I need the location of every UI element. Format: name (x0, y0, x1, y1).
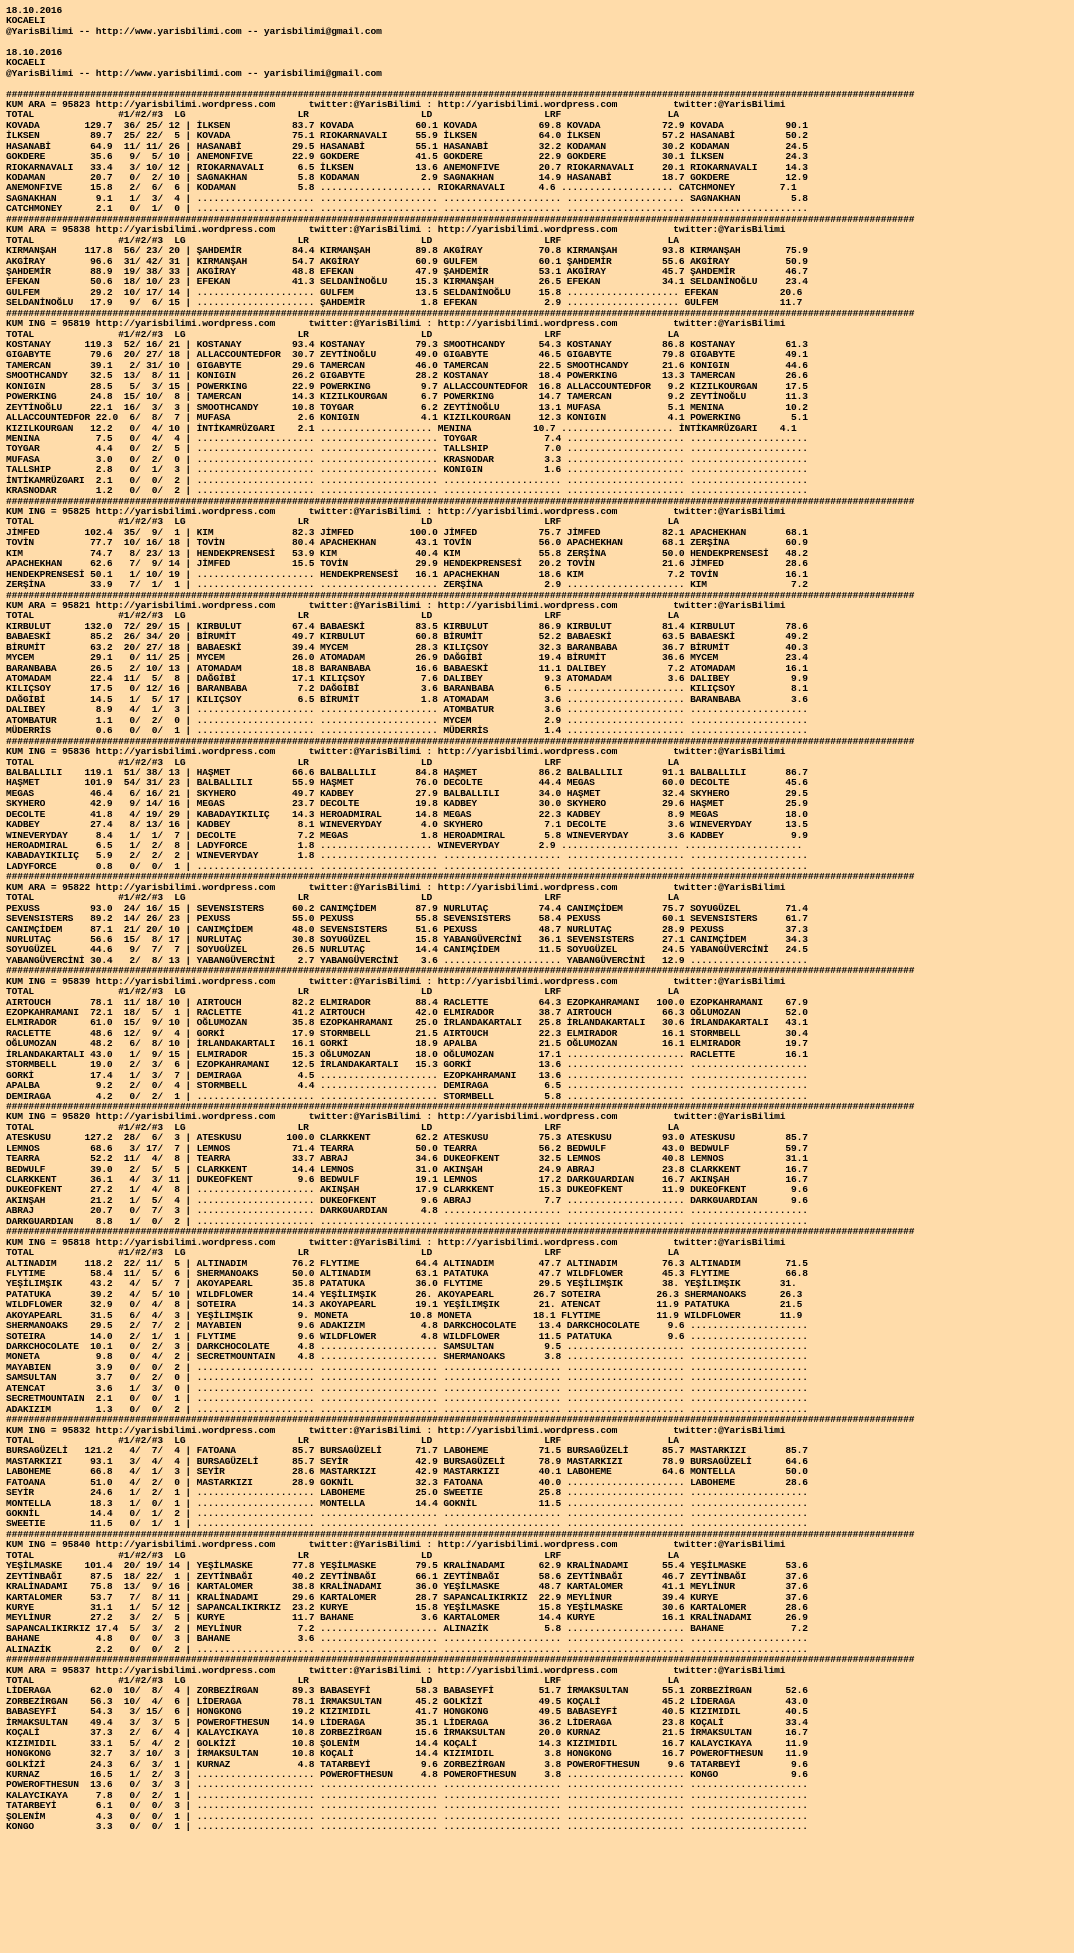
section-divider: ################################################################################################################################################################## (6, 1654, 915, 1666)
table-row: ANEMONFIVE 15.8 2/ 6/ 6 | KODAMAN 5.8 .................... RIOKARNAVALI 4.6 .................... CATCHMONEY 7.1 (6, 182, 797, 194)
table-row: SMOOTHCANDY 32.5 13/ 8/ 11 | KONIGIN 26.2 GIGABYTE 28.2 KOSTANAY 18.4 POWERKING 13.3 TAMERCAN 26.6 (6, 370, 808, 382)
table-row: FATOANA 51.0 4/ 2/ 0 | MASTARKIZI 28.9 GOKNİL 32.3 FATOANA 40.0 ..................... LABOHEME 28.6 (6, 1476, 808, 1488)
text-line: @YarisBilimi -- http://www.yarisbilimi.com -- yarisbilimi@gmail.com (6, 67, 382, 79)
table-row: ATENCAT 3.6 1/ 3/ 0 | ..................... ..................... ..................... ..................... ..................... (6, 1382, 808, 1394)
table-row: ŞAHDEMİR 88.9 19/ 38/ 33 | AKGİRAY 48.8 EFEKAN 47.9 ŞAHDEMİR 53.1 AKGİRAY 45.7 ŞAHDEMİR 46.7 (6, 265, 808, 277)
column-header: TOTAL #1/#2/#3 LG LR LD LRF LA (6, 1675, 679, 1686)
table-row: STORMBELL 19.0 2/ 3/ 6 | EZOPKAHRAMANI 12.5 İRLANDAKARTALI 15.3 GORKİ 13.6 ..................... ..................... (6, 1059, 808, 1071)
table-row: HAŞMET 101.9 54/ 31/ 23 | BALBALLILI 55.9 HAŞMET 76.0 DECOLTE 44.4 MEGAS 60.0 DECOLTE 45.6 (6, 777, 808, 789)
table-row: ŞOLENİM 4.3 0/ 0/ 1 | ..................... ..................... ..................... ..................... ..................... (6, 1810, 808, 1822)
table-row: MONTELLA 18.3 1/ 0/ 1 | ..................... MONTELLA 14.4 GOKNİL 11.5 ..................... ..................... (6, 1497, 808, 1509)
text-line: KOCAELI (6, 15, 46, 27)
table-row: BEDWULF 39.0 2/ 5/ 5 | CLARKKENT 14.4 LEMNOS 31.0 AKINŞAH 24.9 ABRAJ 23.8 CLARKKENT 16.7 (6, 1163, 808, 1175)
table-row: KIRBULUT 132.0 72/ 29/ 15 | KIRBULUT 67.4 BABAESKİ 83.5 KIRBULUT 86.9 KIRBULUT 81.4 KIRBULUT 78.6 (6, 620, 808, 632)
table-row: KIM 74.7 8/ 23/ 13 | HENDEKPRENSESİ 53.9 KIM 40.4 KIM 55.8 ZERŞİNA 50.0 HENDEKPRENSESİ 48.2 (6, 547, 808, 559)
section-divider: ################################################################################################################################################################## (6, 1414, 915, 1426)
table-row: YABANGÜVERCİNİ 30.4 2/ 8/ 13 | YABANGÜVERCİNİ 2.7 YABANGÜVERCİNİ 3.6 ..................... YABANGÜVERCİNİ 12.9 ..................... (6, 954, 808, 966)
table-row: KRASNODAR 1.2 0/ 0/ 2 | ..................... ..................... ..................... ..................... ..................... (6, 485, 808, 497)
race-header: KUM ING = 95818 http://yarisbilimi.wordpress.com twitter:@YarisBilimi : http://yarisbilimi.wordpress.com twitter:@YarisBilimi (6, 1236, 786, 1248)
section-divider: ################################################################################################################################################################## (6, 1100, 915, 1112)
table-row: KOVADA 129.7 36/ 25/ 12 | İLKSEN 83.7 KOVADA 60.1 KOVADA 69.8 KOVADA 72.9 KOVADA 90.1 (6, 119, 808, 131)
table-row: DARKGUARDIAN 8.8 1/ 0/ 2 | ..................... ..................... ..................... ..................... ..................... (6, 1215, 808, 1227)
table-row: MAYABIEN 3.9 0/ 0/ 2 | ..................... ..................... ..................... ..................... ..................... (6, 1361, 808, 1373)
table-row: SWEETIE 11.5 0/ 1/ 1 | ..................... ..................... ..................... ..................... ..................... (6, 1518, 808, 1530)
table-row: ALTINADIM 118.2 22/ 11/ 5 | ALTINADIM 76.2 FLYTIME 64.4 ALTINADIM 47.7 ALTINADIM 76.3 ALTINADIM 71.5 (6, 1257, 808, 1269)
table-row: ELMIRADOR 61.0 15/ 9/ 10 | OĞLUMOZAN 35.8 EZOPKAHRAMANI 25.0 İRLANDAKARTALI 25.8 İRLANDAKARTALI 30.6 İRLANDAKARTALI 43.1 (6, 1017, 808, 1029)
table-row: AKINŞAH 21.2 1/ 5/ 4 | ..................... DUKEOFKENT 9.6 ABRAJ 7.7 ..................... DARKGUARDIAN 9.6 (6, 1194, 808, 1206)
table-row: LABOHEME 66.8 4/ 1/ 3 | SEYİR 28.6 MASTARKIZI 42.9 MASTARKIZI 40.1 LABOHEME 64.6 MONTELLA 50.0 (6, 1466, 808, 1478)
table-row: KOÇALİ 37.3 2/ 6/ 4 | KALAYCIKAYA 10.8 ZORBEZİRGAN 15.6 İRMAKSULTAN 20.0 KURNAZ 21.5 İRMAKSULTAN 16.7 (6, 1727, 808, 1739)
table-row: POWEROFTHESUN 13.6 0/ 3/ 3 | ..................... ..................... ..................... ..................... ..................... (6, 1779, 808, 1791)
table-row: MEYLİNUR 27.2 3/ 2/ 5 | KURYE 11.7 BAHANE 3.6 KARTALOMER 14.4 KURYE 16.1 KRALİNADAMI 26.9 (6, 1612, 808, 1624)
blank-line (6, 37, 1074, 47)
column-header: TOTAL #1/#2/#3 LG LR LD LRF LA (6, 1549, 679, 1561)
table-row: PATATUKA 39.2 4/ 5/ 10 | WILDFLOWER 14.4 YEŞİLIMŞIK 26. AKOYAPEARL 26.7 SOTEIRA 26.3 SHERMANOAKS 26.3 (6, 1288, 803, 1300)
table-row: HEROADMIRAL 6.5 1/ 2/ 8 | LADYFORCE 1.8 .................... WINEVERYDAY 2.9 ..................... ..................... (6, 840, 803, 851)
table-row: KALAYCIKAYA 7.8 0/ 2/ 1 | ..................... ..................... ..................... ..................... ..................... (6, 1789, 808, 1801)
table-row: SELDANİNOĞLU 17.9 9/ 6/ 15 | ..................... ŞAHDEMİR 1.8 EFEKAN 2.9 .................... GULFEM 11.7 (6, 297, 803, 309)
table-row: GOKNİL 14.4 0/ 1/ 2 | ..................... ..................... ..................... ..................... ..................... (6, 1508, 808, 1519)
race-header: KUM ING = 95840 http://yarisbilimi.wordpress.com twitter:@YarisBilimi : http://yarisbilimi.wordpress.com twitter:@YarisBilimi (6, 1539, 786, 1551)
table-row: YEŞİLIMŞIK 43.2 4/ 5/ 7 | AKOYAPEARL 35.8 PATATUKA 36.0 FLYTIME 29.5 YEŞİLIMŞIK 38. YEŞİLIMŞIK 31. (6, 1278, 797, 1290)
table-row: SECRETMOUNTAIN 2.1 0/ 0/ 1 | ..................... ..................... ..................... ..................... ..................... (6, 1393, 808, 1405)
race-header: KUM ARA = 95837 http://yarisbilimi.wordpress.com twitter:@YarisBilimi : http://yarisbilimi.wordpress.com twitter:@YarisBilimi (6, 1664, 786, 1676)
table-row: BAHANE 4.8 0/ 0/ 3 | BAHANE 3.6 ..................... ..................... ..................... ..................... (6, 1633, 808, 1645)
table-row: EZOPKAHRAMANI 72.1 18/ 5/ 1 | RACLETTE 41.2 AIRTOUCH 42.0 ELMIRADOR 38.7 AIRTOUCH 66.3 OĞLUMOZAN 52.0 (6, 1007, 808, 1018)
table-row: CATCHMONEY 2.1 0/ 1/ 0 | ..................... ..................... ..................... ..................... ..................... (6, 203, 808, 215)
table-row: FLYTIME 58.4 11/ 5/ 6 | SHERMANOAKS 50.0 ALTINADIM 63.1 PATATUKA 47.7 WILDFLOWER 45.3 FLYTIME 66.8 (6, 1267, 808, 1279)
table-row: CANIMÇİDEM 87.1 21/ 20/ 10 | CANIMÇİDEM 48.0 SEVENSISTERS 51.6 PEXUSS 48.7 NURLUTAÇ 28.9 PEXUSS 37.3 (6, 923, 808, 935)
table-row: EFEKAN 50.6 18/ 10/ 23 | EFEKAN 41.3 SELDANİNOĞLU 15.3 KIRMANŞAH 26.5 EFEKAN 34.1 SELDANİNOĞLU 23.4 (6, 276, 808, 288)
table-row: APACHEKHAN 62.6 7/ 9/ 14 | JİMFED 15.5 TOVİN 29.9 HENDEKPRENSESİ 20.2 TOVİN 21.6 JİMFED 28.6 (6, 558, 808, 570)
table-row: TAMERCAN 39.1 2/ 31/ 10 | GIGABYTE 29.6 TAMERCAN 46.0 TAMERCAN 22.5 SMOOTHCANDY 21.6 KONIGIN 44.6 (6, 359, 808, 371)
table-row: ATOMBATUR 1.1 0/ 2/ 0 | ..................... ..................... MYCEM 2.9 ..................... ..................... (6, 714, 808, 726)
table-row: LEMNOS 68.6 3/ 17/ 7 | LEMNOS 71.4 TEARRA 50.0 TEARRA 56.2 BEDWULF 43.0 BEDWULF 59.7 (6, 1142, 808, 1154)
table-row: ZEYTİNOĞLU 22.1 16/ 3/ 3 | SMOOTHCANDY 10.8 TOYGAR 6.2 ZEYTİNOĞLU 13.1 MUFASA 5.1 MENINA 10.2 (6, 401, 808, 413)
table-row: SHERMANOAKS 29.5 2/ 7/ 2 | MAYABIEN 9.6 ADAKIZIM 4.8 DARKCHOCOLATE 13.4 DARKCHOCOLATE 9.6 ..................... (6, 1320, 808, 1332)
table-row: ZORBEZİRGAN 56.3 10/ 4/ 6 | LİDERAGA 78.1 İRMAKSULTAN 45.2 GOLKİZİ 49.5 KOÇALİ 45.2 LİDERAGA 43.0 (6, 1695, 808, 1707)
table-row: KRALİNADAMI 75.8 13/ 9/ 16 | KARTALOMER 38.8 KRALİNADAMI 36.0 YEŞİLMASKE 48.7 KARTALOMER 41.1 MEYLİNUR 37.6 (6, 1581, 808, 1593)
table-row: HASANABİ 64.9 11/ 11/ 26 | HASANABİ 29.5 HASANABİ 55.1 HASANABİ 32.2 KODAMAN 30.2 KODAMAN 24.5 (6, 140, 808, 152)
table-row: HENDEKPRENSESİ 50.1 1/ 10/ 19 | ..................... HENDEKPRENSESİ 16.1 APACHEKHAN 18.6 KIM 7.2 TOVİN 16.1 (6, 568, 808, 580)
column-header: TOTAL #1/#2/#3 LG LR LD LRF LA (6, 892, 679, 904)
section-divider: ################################################################################################################################################################## (6, 88, 915, 100)
race-header: KUM ING = 95820 http://yarisbilimi.wordpress.com twitter:@YarisBilimi : http://yarisbilimi.wordpress.com twitter:@YarisBilimi (6, 1111, 786, 1123)
table-row: KIZILKOURGAN 12.2 0/ 4/ 10 | İNTİKAMRÜZGARI 2.1 .................... MENINA 10.7 .................... İNTİKAMRÜZGARI 4.1 (6, 422, 797, 434)
table-row: TATARBEYİ 6.1 0/ 0/ 3 | ..................... ..................... ..................... ..................... ..................... (6, 1800, 808, 1812)
table-row: SAGNAKHAN 9.1 1/ 3/ 4 | ..................... ..................... ..................... ..................... SAGNAKHAN 5.8 (6, 192, 808, 204)
table-row: MÜDERRİS 0.6 0/ 0/ 1 | ..................... ..................... MÜDERRİS 1.4 ..................... ..................... (6, 725, 808, 737)
table-row: GORKİ 17.4 1/ 3/ 7 | DEMIRAGA 4.5 ..................... EZOPKAHRAMANI 13.6 ..................... ..................... (6, 1069, 808, 1081)
table-row: KILIÇSOY 17.5 0/ 12/ 16 | BARANBABA 7.2 DAĞGİBİ 3.6 BARANBABA 6.5 ..................... KILIÇSOY 8.1 (6, 683, 808, 695)
text-line: KOCAELI (6, 57, 46, 69)
section-divider: ################################################################################################################################################################## (6, 589, 915, 601)
column-header: TOTAL #1/#2/#3 LG LR LD LRF LA (6, 109, 679, 121)
table-row: AKGİRAY 96.6 31/ 42/ 31 | KIRMANŞAH 54.7 AKGİRAY 60.9 GULFEM 60.1 ŞAHDEMİR 55.6 AKGİRAY 50.9 (6, 255, 808, 267)
table-row: KONIGIN 28.5 5/ 3/ 15 | POWERKING 22.9 POWERKING 9.7 ALLACCOUNTEDFOR 16.8 ALLACCOUNTEDFOR 9.2 KIZILKOURGAN 17.5 (6, 380, 808, 392)
table-row: DECOLTE 41.8 4/ 19/ 29 | KABADAYIKILIÇ 14.3 HEROADMIRAL 14.8 MEGAS 22.3 KADBEY 8.9 MEGAS 18.0 (6, 808, 808, 820)
race-header: KUM ING = 95825 http://yarisbilimi.wordpress.com twitter:@YarisBilimi : http://yarisbilimi.wordpress.com twitter:@YarisBilimi (6, 506, 786, 517)
table-row: BARANBABA 26.5 2/ 10/ 13 | ATOMADAM 18.8 BARANBABA 16.6 BABAESKİ 11.1 DALIBEY 7.2 ATOMADAM 16.1 (6, 662, 808, 674)
table-row: DUKEOFKENT 27.2 1/ 4/ 8 | ..................... AKINŞAH 17.9 CLARKKENT 15.3 DUKEOFKENT 11.9 DUKEOFKENT 9.6 (6, 1184, 808, 1196)
table-row: MASTARKIZI 93.1 3/ 4/ 4 | BURSAGÜZELİ 85.7 SEYİR 42.9 BURSAGÜZELİ 78.9 MASTARKIZI 78.9 BURSAGÜZELİ 64.6 (6, 1455, 808, 1467)
table-row: MUFASA 3.0 0/ 2/ 0 | ..................... ..................... KRASNODAR 3.3 ..................... ..................... (6, 453, 808, 465)
table-row: SOYUGÜZEL 44.6 9/ 7/ 7 | SOYUGÜZEL 26.5 NURLUTAÇ 14.4 CANIMÇİDEM 11.5 SOYUGÜZEL 24.5 YABANGÜVERCİNİ 24.5 (6, 944, 808, 956)
table-row: SOTEIRA 14.0 2/ 1/ 1 | FLYTIME 9.6 WILDFLOWER 4.8 WILDFLOWER 11.5 PATATUKA 9.6 ..................... (6, 1330, 808, 1342)
section-divider: ################################################################################################################################################################## (6, 307, 915, 319)
table-row: GIGABYTE 79.6 20/ 27/ 18 | ALLACCOUNTEDFOR 30.7 ZEYTİNOĞLU 49.0 GIGABYTE 46.5 GIGABYTE 79.8 GIGABYTE 49.1 (6, 349, 808, 361)
table-row: AIRTOUCH 78.1 11/ 18/ 10 | AIRTOUCH 82.2 ELMIRADOR 88.4 RACLETTE 64.3 EZOPKAHRAMANI 100.0 EZOPKAHRAMANI 67.9 (6, 996, 808, 1008)
table-row: KURNAZ 16.5 1/ 2/ 3 | ..................... POWEROFTHESUN 4.8 POWEROFTHESUN 3.8 ..................... KONGO 9.6 (6, 1768, 808, 1780)
table-row: KODAMAN 20.7 0/ 2/ 10 | SAGNAKHAN 5.8 KODAMAN 2.9 SAGNAKHAN 14.9 HASANABİ 18.7 GOKDERE 12.9 (6, 172, 808, 183)
race-header: KUM ARA = 95821 http://yarisbilimi.wordpress.com twitter:@YarisBilimi : http://yarisbilimi.wordpress.com twitter:@YarisBilimi (6, 599, 786, 611)
column-header: TOTAL #1/#2/#3 LG LR LD LRF LA (6, 1121, 679, 1133)
table-row: TOVİN 77.7 10/ 16/ 18 | TOVİN 80.4 APACHEKHAN 43.1 TOVİN 56.0 APACHEKHAN 68.1 ZERŞİNA 60.9 (6, 537, 808, 549)
table-row: İRMAKSULTAN 49.4 3/ 3/ 5 | POWEROFTHESUN 14.9 LİDERAGA 35.1 LİDERAGA 36.2 LİDERAGA 23.8 KOÇALİ 33.4 (6, 1716, 808, 1728)
table-row: KIZIMIDIL 33.1 5/ 4/ 2 | GOLKİZİ 10.8 ŞOLENİM 14.4 KOÇALİ 14.3 KIZIMIDIL 16.7 KALAYCIKAYA 11.9 (6, 1737, 808, 1749)
table-row: ATOMADAM 22.4 11/ 5/ 8 | DAĞGİBİ 17.1 KILIÇSOY 7.6 DALIBEY 9.3 ATOMADAM 3.6 DALIBEY 9.9 (6, 673, 808, 684)
table-row: SAMSULTAN 3.7 0/ 2/ 0 | ..................... ..................... ..................... ..................... ..................... (6, 1372, 808, 1384)
table-row: KONGO 3.3 0/ 0/ 1 | ..................... ..................... ..................... ..................... ..................... (6, 1821, 808, 1833)
table-row: ZEYTİNBAĞI 87.5 18/ 22/ 1 | ZEYTİNBAĞI 40.2 ZEYTİNBAĞI 66.1 ZEYTİNBAĞI 58.6 ZEYTİNBAĞI 46.7 ZEYTİNBAĞI 37.6 (6, 1570, 808, 1582)
table-row: ALINAZİK 2.2 0/ 0/ 2 | ..................... ..................... ..................... ..................... ..................... (6, 1643, 808, 1655)
table-row: CLARKKENT 36.1 4/ 3/ 11 | DUKEOFKENT 9.6 BEDWULF 19.1 LEMNOS 17.2 DARKGUARDIAN 16.7 AKINŞAH 16.7 (6, 1174, 808, 1185)
table-row: DAĞGİBİ 14.5 1/ 5/ 17 | KILIÇSOY 6.5 BİRUMİT 1.8 ATOMADAM 3.6 ..................... BARANBABA 3.6 (6, 693, 808, 705)
race-header: KUM ARA = 95838 http://yarisbilimi.wordpress.com twitter:@YarisBilimi : http://yarisbilimi.wordpress.com twitter:@YarisBilimi (6, 224, 786, 236)
column-header: TOTAL #1/#2/#3 LG LR LD LRF LA (6, 986, 679, 998)
text-line: 18.10.2016 (6, 46, 63, 58)
table-row: APALBA 9.2 2/ 0/ 4 | STORMBELL 4.4 ..................... DEMIRAGA 6.5 ..................... ..................... (6, 1080, 808, 1092)
text-line: @YarisBilimi -- http://www.yarisbilimi.com -- yarisbilimi@gmail.com (6, 25, 382, 37)
section-divider: ################################################################################################################################################################## (6, 1226, 915, 1238)
table-row: BABAESKİ 85.2 26/ 34/ 20 | BİRUMİT 49.7 KIRBULUT 60.8 BİRUMİT 52.2 BABAESKİ 63.5 BABAESKİ 49.2 (6, 631, 808, 643)
table-row: TOYGAR 4.4 0/ 2/ 5 | ..................... ..................... TALLSHIP 7.0 ..................... ..................... (6, 443, 808, 455)
table-row: KOSTANAY 119.3 52/ 16/ 21 | KOSTANAY 93.4 KOSTANAY 79.3 SMOOTHCANDY 54.3 KOSTANAY 86.8 KOSTANAY 61.3 (6, 339, 808, 350)
table-row: BURSAGÜZELİ 121.2 4/ 7/ 4 | FATOANA 85.7 BURSAGÜZELİ 71.7 LABOHEME 71.5 BURSAGÜZELİ 85.7 MASTARKIZI 85.7 (6, 1445, 808, 1457)
column-header: TOTAL #1/#2/#3 LG LR LD LRF LA (6, 328, 679, 340)
table-row: DARKCHOCOLATE 10.1 0/ 2/ 3 | DARKCHOCOLATE 4.8 ..................... SAMSULTAN 9.5 ..................... ..................... (6, 1341, 808, 1352)
blank-line (6, 79, 1074, 89)
race-header: KUM ARA = 95822 http://yarisbilimi.wordpress.com twitter:@YarisBilimi : http://yarisbilimi.wordpress.com twitter:@YarisBilimi (6, 881, 786, 893)
section-divider: ################################################################################################################################################################## (6, 213, 915, 225)
column-header: TOTAL #1/#2/#3 LG LR LD LRF LA (6, 234, 679, 246)
table-row: OĞLUMOZAN 48.2 6/ 8/ 10 | İRLANDAKARTALI 16.1 GORKİ 18.9 APALBA 21.5 OĞLUMOZAN 16.1 ELMIRADOR 19.7 (6, 1038, 808, 1050)
table-row: RIOKARNAVALI 33.4 3/ 10/ 12 | RIOKARNAVALI 6.5 İLKSEN 13.6 ANEMONFIVE 20.7 RIOKARNAVALI 20.1 RIOKARNAVALI 14.3 (6, 161, 808, 173)
table-row: BİRUMİT 63.2 20/ 27/ 18 | BABAESKİ 39.4 MYCEM 28.3 KILIÇSOY 32.3 BARANBABA 36.7 BİRUMİT 40.3 (6, 641, 808, 653)
table-row: KURYE 31.1 1/ 5/ 12 | SAPANCALIKIRKIZ 23.2 KURYE 15.8 YEŞİLMASKE 15.8 YEŞİLMASKE 30.6 KARTALOMER 28.6 (6, 1601, 808, 1613)
section-divider: ################################################################################################################################################################## (6, 965, 915, 977)
table-row: ZERŞİNA 33.9 7/ 1/ 1 | ..................... ..................... ZERŞİNA 2.9 ..................... KIM 7.2 (6, 579, 808, 591)
table-row: İNTİKAMRÜZGARI 2.1 0/ 0/ 2 | ..................... ..................... ..................... ..................... ..................... (6, 474, 808, 486)
table-row: ATESKUSU 127.2 28/ 6/ 3 | ATESKUSU 100.0 CLARKKENT 62.2 ATESKUSU 75.3 ATESKUSU 93.0 ATESKUSU 85.7 (6, 1132, 808, 1144)
table-row: HONGKONG 32.7 3/ 10/ 3 | İRMAKSULTAN 10.8 KOÇALİ 14.4 KIZIMIDIL 3.8 HONGKONG 16.7 POWEROFTHESUN 11.9 (6, 1748, 808, 1760)
table-row: KARTALOMER 53.7 7/ 8/ 11 | KRALİNADAMI 29.6 KARTALOMER 28.7 SAPANCALIKIRKIZ 22.9 MEYLİNUR 39.4 KURYE 37.6 (6, 1591, 808, 1603)
race-header: KUM ING = 95836 http://yarisbilimi.wordpress.com twitter:@YarisBilimi : http://yarisbilimi.wordpress.com twitter:@YarisBilimi (6, 746, 786, 758)
table-row: SAPANCALIKIRKIZ 17.4 5/ 3/ 2 | MEYLİNUR 7.2 ..................... ALINAZİK 5.8 ..................... BAHANE 7.2 (6, 1622, 808, 1634)
table-row: WINEVERYDAY 8.4 1/ 1/ 7 | DECOLTE 7.2 MEGAS 1.8 HEROADMIRAL 5.8 WINEVERYDAY 3.6 KADBEY 9.9 (6, 829, 808, 841)
table-row: İRLANDAKARTALI 43.0 1/ 9/ 15 | ELMIRADOR 15.3 OĞLUMOZAN 18.0 OĞLUMOZAN 17.1 ..................... RACLETTE 16.1 (6, 1048, 808, 1060)
table-row: MYCEM 29.1 0/ 11/ 25 | MYCEM 26.0 ATOMADAM 26.9 DAĞGİBİ 19.4 BİRUMİT 36.6 MYCEM 23.4 (6, 652, 808, 664)
table-row: LADYFORCE 0.8 0/ 0/ 1 | ..................... ..................... ..................... ..................... ..................... (6, 860, 808, 872)
section-divider: ################################################################################################################################################################## (6, 735, 915, 747)
table-row: İLKSEN 89.7 25/ 22/ 5 | KOVADA 75.1 RIOKARNAVALI 55.9 İLKSEN 64.0 İLKSEN 57.2 HASANABİ 50.2 (6, 130, 808, 142)
table-row: DALIBEY 8.9 4/ 1/ 3 | ..................... ..................... ATOMBATUR 3.6 ..................... ..................... (6, 704, 808, 716)
section-divider: ################################################################################################################################################################## (6, 495, 915, 507)
table-row: TALLSHIP 2.8 0/ 1/ 3 | ..................... ..................... KONIGIN 1.6 ..................... ..................... (6, 464, 808, 476)
table-row: SEYİR 24.6 1/ 2/ 1 | ..................... LABOHEME 25.0 SWEETIE 25.8 ..................... ..................... (6, 1487, 808, 1499)
table-row: RACLETTE 48.6 12/ 9/ 4 | GORKİ 17.9 STORMBELL 21.5 AIRTOUCH 22.3 ELMIRADOR 16.1 STORMBELL 30.4 (6, 1027, 808, 1039)
table-row: TEARRA 52.2 11/ 4/ 8 | TEARRA 33.7 ABRAJ 34.6 DUKEOFKENT 32.5 LEMNOS 40.8 LEMNOS 31.1 (6, 1153, 808, 1165)
text-line: 18.10.2016 (6, 5, 63, 16)
section-divider: ################################################################################################################################################################## (6, 871, 915, 883)
column-header: TOTAL #1/#2/#3 LG LR LD LRF LA (6, 610, 679, 622)
table-row: MONETA 9.8 0/ 4/ 2 | SECRETMOUNTAIN 4.8 ..................... SHERMANOAKS 3.8 ..................... ..................... (6, 1351, 808, 1363)
race-header: KUM ING = 95832 http://yarisbilimi.wordpress.com twitter:@YarisBilimi : http://yarisbilimi.wordpress.com twitter:@YarisBilimi (6, 1424, 786, 1436)
table-row: MEGAS 46.4 6/ 16/ 21 | SKYHERO 49.7 KADBEY 27.9 BALBALLILI 34.0 HAŞMET 32.4 SKYHERO 29.5 (6, 787, 808, 799)
race-header: KUM ARA = 95823 http://yarisbilimi.wordpress.com twitter:@YarisBilimi : http://yarisbilimi.wordpress.com twitter:@YarisBilimi (6, 98, 786, 110)
table-row: BALBALLILI 119.1 51/ 38/ 13 | HAŞMET 66.6 BALBALLILI 84.8 HAŞMET 86.2 BALBALLILI 91.1 BALBALLILI 86.7 (6, 766, 808, 778)
table-row: KADBEY 27.4 8/ 13/ 16 | KADBEY 8.1 WINEVERYDAY 4.0 SKYHERO 7.1 DECOLTE 3.6 WINEVERYDAY 13.5 (6, 819, 808, 831)
column-header: TOTAL #1/#2/#3 LG LR LD LRF LA (6, 1434, 679, 1446)
race-header: KUM ING = 95839 http://yarisbilimi.wordpress.com twitter:@YarisBilimi : http://yarisbilimi.wordpress.com twitter:@YarisBilimi (6, 975, 786, 987)
table-row: LİDERAGA 62.0 10/ 8/ 4 | ZORBEZİRGAN 89.3 BABASEYFİ 58.3 BABASEYFİ 51.7 İRMAKSULTAN 55.1 ZORBEZİRGAN 52.6 (6, 1685, 808, 1697)
table-row: SEVENSISTERS 89.2 14/ 26/ 23 | PEXUSS 55.0 PEXUSS 55.8 SEVENSISTERS 58.4 PEXUSS 60.1 SEVENSISTERS 61.7 (6, 913, 808, 925)
column-header: TOTAL #1/#2/#3 LG LR LD LRF LA (6, 756, 679, 768)
table-row: GOKDERE 35.6 9/ 5/ 10 | ANEMONFIVE 22.9 GOKDERE 41.5 GOKDERE 22.9 GOKDERE 30.1 İLKSEN 24.3 (6, 151, 808, 163)
table-row: GOLKİZİ 24.3 6/ 3/ 1 | KURNAZ 4.8 TATARBEYİ 9.6 ZORBEZİRGAN 3.8 POWEROFTHESUN 9.6 TATARBEYİ 9.6 (6, 1758, 808, 1770)
table-row: KIRMANŞAH 117.8 56/ 23/ 20 | ŞAHDEMİR 84.4 KIRMANŞAH 89.8 AKGİRAY 70.8 KIRMANŞAH 93.8 KIRMANŞAH 75.9 (6, 245, 808, 257)
table-row: ADAKIZIM 1.3 0/ 0/ 2 | ..................... ..................... ..................... ..................... ..................... (6, 1403, 808, 1415)
table-row: POWERKING 24.8 15/ 10/ 8 | TAMERCAN 14.3 KIZILKOURGAN 6.7 POWERKING 14.7 TAMERCAN 9.2 ZEYTİNOĞLU 11.3 (6, 391, 808, 403)
column-header: TOTAL #1/#2/#3 LG LR LD LRF LA (6, 1247, 679, 1259)
race-header: KUM ING = 95819 http://yarisbilimi.wordpress.com twitter:@YarisBilimi : http://yarisbilimi.wordpress.com twitter:@YarisBilimi (6, 318, 786, 330)
section-divider: ################################################################################################################################################################## (6, 1528, 915, 1540)
table-row: BABASEYFİ 54.3 3/ 15/ 6 | HONGKONG 19.2 KIZIMIDIL 41.7 HONGKONG 49.5 BABASEYFİ 40.5 KIZIMIDIL 40.5 (6, 1706, 808, 1718)
table-row: PEXUSS 93.0 24/ 16/ 15 | SEVENSISTERS 60.2 CANIMÇİDEM 87.9 NURLUTAÇ 74.4 CANIMÇİDEM 75.7 SOYUGÜZEL 71.4 (6, 902, 808, 914)
table-row: AKOYAPEARL 31.5 6/ 4/ 3 | YEŞİLIMŞIK 9. MONETA 10.8 MONETA 18.1 FLYTIME 11.9 WILDFLOWER 11.9 (6, 1309, 803, 1321)
table-row: SKYHERO 42.9 9/ 14/ 16 | MEGAS 23.7 DECOLTE 19.8 KADBEY 30.0 SKYHERO 29.6 HAŞMET 25.9 (6, 798, 808, 810)
table-row: WILDFLOWER 32.9 0/ 4/ 8 | SOTEIRA 14.3 AKOYAPEARL 19.1 YEŞİLIMŞIK 21. ATENCAT 11.9 PATATUKA 21.5 (6, 1299, 803, 1311)
table-row: KABADAYIKILIÇ 5.9 2/ 2/ 2 | WINEVERYDAY 1.8 ..................... ..................... ..................... ..................... (6, 850, 808, 862)
table-row: DEMIRAGA 4.2 0/ 2/ 1 | ..................... ..................... STORMBELL 5.8 ..................... ..................... (6, 1090, 808, 1102)
table-row: JİMFED 102.4 35/ 9/ 1 | KIM 82.3 JİMFED 100.0 JİMFED 75.7 JİMFED 82.1 APACHEKHAN 68.1 (6, 526, 808, 538)
table-row: NURLUTAÇ 56.6 15/ 8/ 17 | NURLUTAÇ 30.8 SOYUGÜZEL 15.8 YABANGÜVERCİNİ 36.1 SEVENSISTERS 27.1 CANIMÇİDEM 34.3 (6, 933, 808, 945)
table-row: MENINA 7.5 0/ 4/ 4 | ..................... ..................... TOYGAR 7.4 ..................... ..................... (6, 432, 808, 444)
column-header: TOTAL #1/#2/#3 LG LR LD LRF LA (6, 516, 679, 528)
table-row: ABRAJ 20.7 0/ 7/ 3 | ..................... DARKGUARDIAN 4.8 ..................... ..................... ..................... (6, 1205, 808, 1217)
table-row: YEŞİLMASKE 101.4 20/ 19/ 14 | YEŞİLMASKE 77.8 YEŞİLMASKE 79.5 KRALİNADAMI 62.9 KRALİNADAMI 55.4 YEŞİLMASKE 53.6 (6, 1560, 808, 1572)
table-row: GULFEM 29.2 10/ 17/ 14 | ..................... GULFEM 13.5 SELDANİNOĞLU 15.8 .................... EFEKAN 20.6 (6, 286, 803, 298)
table-row: ALLACCOUNTEDFOR 22.0 6/ 8/ 7 | MUFASA 2.6 KONIGIN 4.1 KIZILKOURGAN 12.3 KONIGIN 4.1 POWERKING 5.1 (6, 412, 808, 424)
